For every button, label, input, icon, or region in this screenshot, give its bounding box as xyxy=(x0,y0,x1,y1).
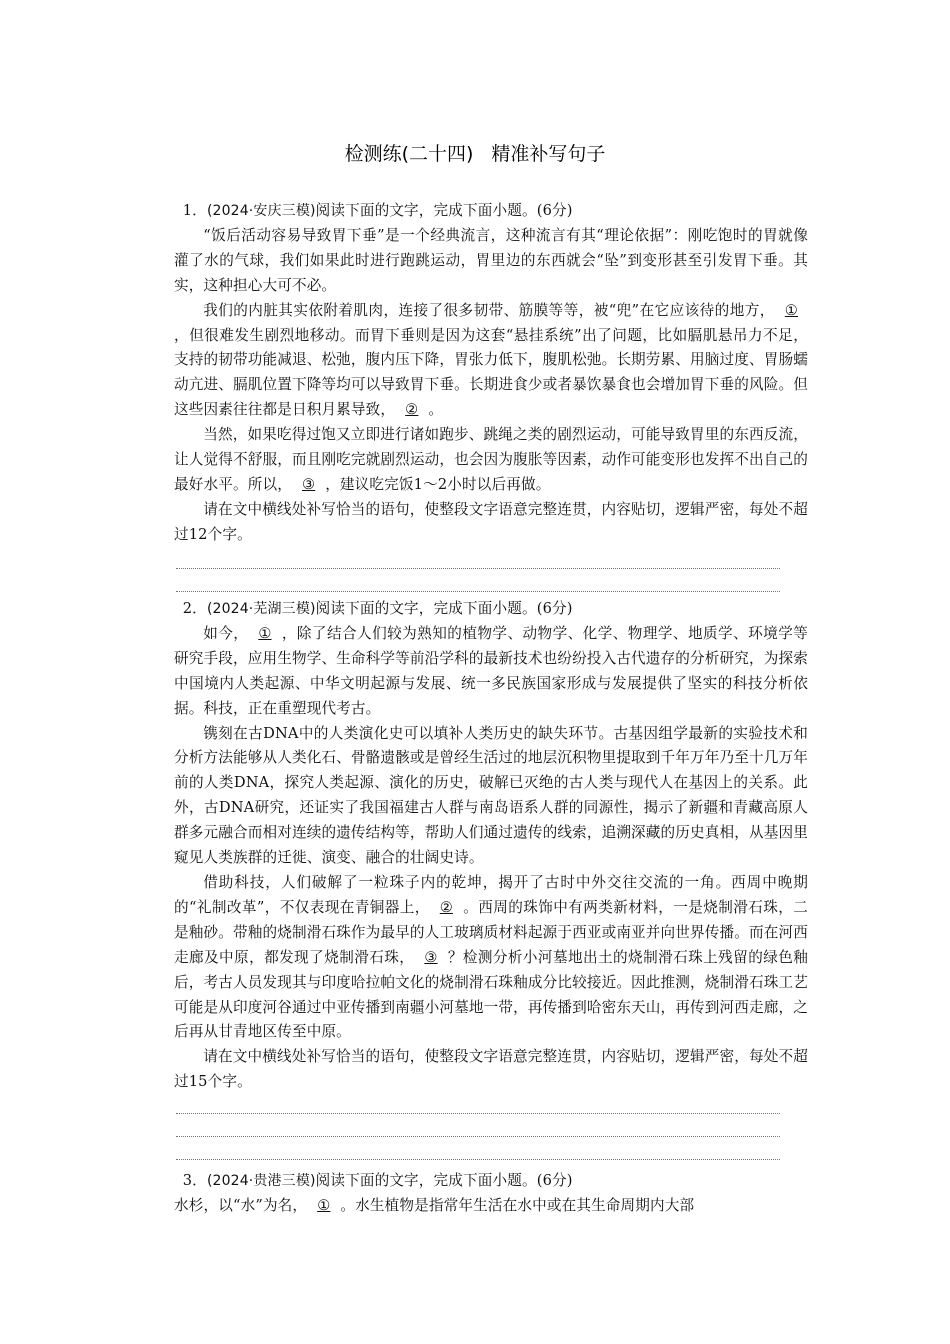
blank-3: ③ xyxy=(301,475,316,493)
text: ？检测分析小河墓地出土的烧制滑石珠上残留的绿色釉后，考古人员发现其与印度哈拉帕文化的烧制滑石珠釉成分比较接近。因此推测，烧制滑石珠工艺可能是从印度河谷通过中亚传播到南疆小河墓地一带，再传播到哈密东天山，再传到河西走廊，之后再从甘青地区传至中原。 xyxy=(174,948,808,1041)
question-3 xyxy=(174,1169,808,1219)
question-stem: 阅读下面的文字，完成下面小题。(6分) xyxy=(315,600,573,617)
q2-paragraph-2: 镌刻在古DNA中的人类演化史可以填补人类历史的缺失环节。古基因组学最新的实验技术和分析方法能够从人类化石、骨骼遗骸或是曾经生活过的地层沉积物里提取到千年万年乃至十几万年前的人类DNA，探究人类起源、演化的历史，破解已灭绝的古人类与现代人在基因上的关系。此外，古DNA研究，还证实了我国福建古人群与南岛语系人群的同源性，揭示了新疆和青藏高原人群多元融合而相对连续的遗传结构等，帮助人们通过遗传的线索，追溯深藏的历史真相，从基因里窥见人类族群的迁徙、演变、融合的壮阔史诗。 xyxy=(174,724,808,867)
question-number: 3． xyxy=(182,1172,207,1189)
text: 。 xyxy=(428,401,444,419)
blank-1: ① xyxy=(784,301,798,319)
question-3-heading xyxy=(174,1169,808,1194)
question-source: (2024·贵港三模) xyxy=(206,1173,316,1189)
text: 。水生植物是指常年生活在水中或在其生命周期内大部 xyxy=(340,1196,695,1214)
q1-requirement: 请在文中横线处补写恰当的语句，使整段文字语意完整连贯，内容贴切，逻辑严密，每处不超过12个字。 xyxy=(174,500,808,543)
blank-2: ② xyxy=(405,401,419,419)
blank-1: ① xyxy=(317,1196,331,1214)
question-stem: 阅读下面的文字，完成下面小题。(6分) xyxy=(315,202,573,219)
title-main: 检测练(二十四) xyxy=(344,143,474,165)
question-1 xyxy=(174,199,808,592)
q1-paragraph-2 xyxy=(174,299,808,424)
question-2 xyxy=(174,597,808,1160)
text: 如今， xyxy=(203,624,249,642)
question-1-heading xyxy=(174,199,808,224)
question-number: 2． xyxy=(182,600,207,617)
q1-paragraph-3 xyxy=(174,423,808,498)
title-sub: 精准补写句子 xyxy=(491,143,606,165)
question-number: 1． xyxy=(182,202,207,219)
blank-2: ② xyxy=(439,898,453,916)
q3-paragraph-1 xyxy=(174,1194,808,1219)
text: 我们的内脏其实依附着肌肉，连接了很多韧带、筋膜等等，被“兜”在它应该待的地方， xyxy=(203,301,775,319)
text: 借助科技，人们破解了一粒珠子内的乾坤，揭开了古时中外交往交流的一角。西周中晚期的“礼制改革”，不仅表现在青铜器上， xyxy=(174,873,808,916)
text: 水杉，以“水”为名， xyxy=(174,1196,308,1214)
answer-line[interactable] xyxy=(176,1159,780,1160)
text: ，除了结合人们较为熟知的植物学、动物学、化学、物理学、地质学、环境学等研究手段，应用生物学、生命科学等前沿学科的最新技术也纷纷投入古代遗存的分析研究，为探索中国境内人类起源、中华文明起源与发展、统一多民族国家形成与发展提供了坚实的科技分析依据。科技，正在重塑现代考古。 xyxy=(174,624,808,717)
q2-paragraph-3 xyxy=(174,871,808,1045)
text: 当然，如果吃得过饱又立即进行诸如跑步、跳绳之类的剧烈运动，可能导致胃里的东西反流，让人觉得不舒服，而且刚吃完就剧烈运动，也会因为腹胀等因素，动作可能变形也发挥不出自己的最好水平。所以， xyxy=(174,426,808,493)
question-source: (2024·安庆三模) xyxy=(206,203,316,219)
question-2-heading xyxy=(174,597,808,622)
q2-requirement: 请在文中横线处补写恰当的语句，使整段文字语意完整连贯，内容贴切，逻辑严密，每处不超过15个字。 xyxy=(174,1048,808,1091)
text: ，但很难发生剧烈地移动。而胃下垂则是因为这套“悬挂系统”出了问题，比如膈肌悬吊力不足，支持的韧带功能减退、松弛，腹内压下降，胃张力低下，腹肌松弛。长期劳累、用脑过度、胃肠蠕动亢进、膈肌位置下降等均可以导致胃下垂。长期进食少或者暴饮暴食也会增加胃下垂的风险。但这些因素往往都是日积月累导致， xyxy=(174,326,808,419)
blank-1: ① xyxy=(258,624,272,642)
q1-paragraph-1: “饭后活动容易导致胃下垂”是一个经典流言，这种流言有其“理论依据”：刚吃饱时的胃就像灌了水的气球，我们如果此时进行跑跳运动，胃里边的东西就会“坠”到变形甚至引发胃下垂。其实，这种担心大可不必。 xyxy=(174,226,808,294)
question-stem: 阅读下面的文字，完成下面小题。(6分) xyxy=(315,1172,573,1189)
question-source: (2024·芜湖三模) xyxy=(206,601,316,617)
q2-paragraph-1 xyxy=(174,622,808,722)
answer-line[interactable] xyxy=(176,591,780,592)
page-title xyxy=(0,139,950,166)
text: ，建议吃完饭1～2小时以后再做。 xyxy=(325,475,551,493)
text: 。西周的珠饰中有两类新材料，一是烧制滑石珠，二是釉砂。带釉的烧制滑石珠作为最早的人工玻璃质材料起源于西亚或南亚并向世界传播。而在河西走廊及中原，都发现了烧制滑石珠， xyxy=(174,898,809,966)
blank-3: ③ xyxy=(424,948,438,966)
